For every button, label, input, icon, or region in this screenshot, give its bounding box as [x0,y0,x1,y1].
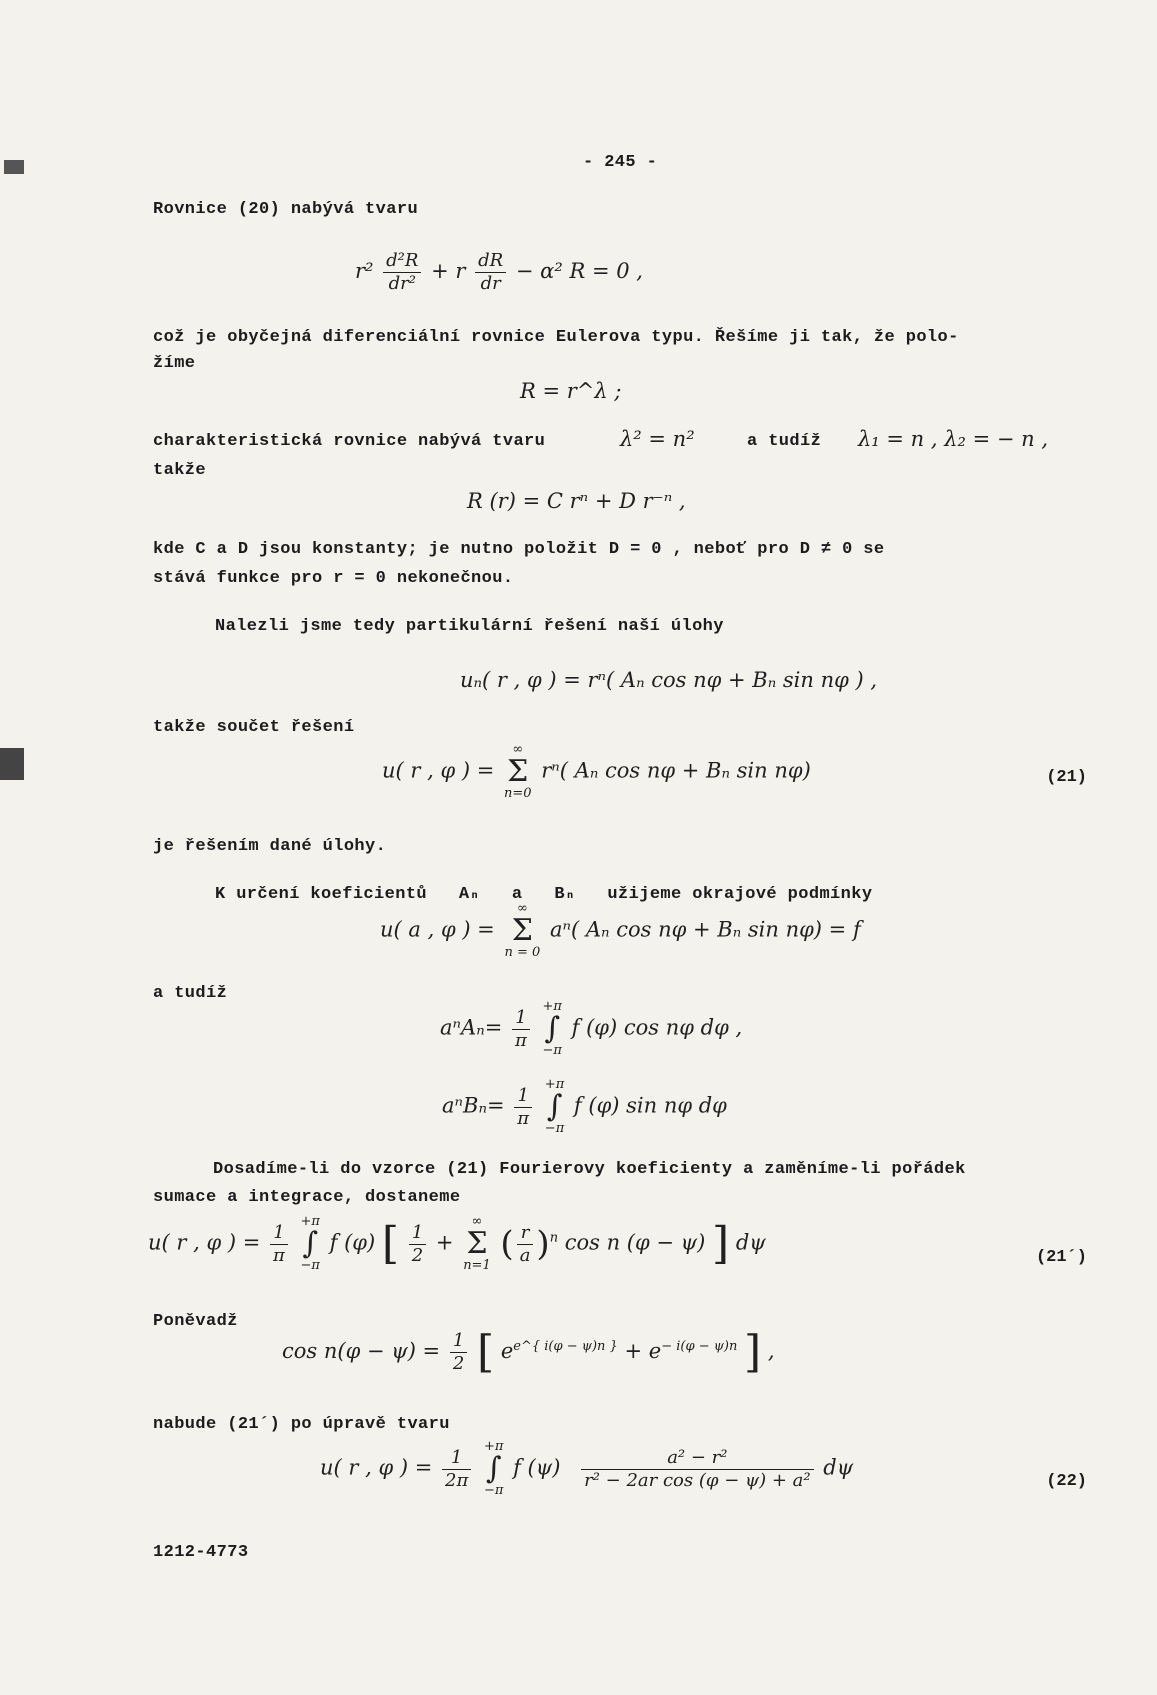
text-intro-20: Rovnice (20) nabývá tvaru [153,200,419,219]
text-const-line2: stává funkce pro r = 0 nekonečnou. [153,569,514,588]
text-char-left: charakteristická rovnice nabývá tvaru [153,432,546,451]
equation-A: aⁿAₙ= $\frac{1}{\pi}$ +π ∫ −π f (φ) cos nφ dφ , [440,999,743,1058]
equation-euler [355,250,643,295]
equation-22: u( r , φ ) = $\frac{1}{2\pi}$ +π ∫ −π f (ψ) $\frac{\text{a² − r²}}{\text{r² − 2ar cos (φ − ψ) + a²}}$ dψ [320,1439,854,1498]
text-const-line1: kde C a D jsou konstanty; je nutno položit D = 0 , neboť pro D ≠ 0 se [153,540,885,559]
equation-21: u( r , φ ) = ∞ Σ n=0 rⁿ( Aₙ cos nφ + Bₙ sin nφ) [382,742,811,801]
scan-mark-left-1 [4,160,24,174]
text-char-right: a tudíž [747,432,822,451]
text-nabude: nabude (21´) po úpravě tvaru [153,1415,450,1434]
eqbc-sum: ∞ Σ n = 0 [504,901,541,960]
equation-cos: cos n(φ − ψ) = $\frac{1}{2}$ [ $e^{e\^{}\{ i(\varphi - \psi)n \}} + e^{- i(\varphi - \psi)n}$ ] , [282,1326,775,1378]
text-takze-1: takže [153,461,207,480]
equation-substitution: R = r^λ ; [520,379,622,403]
page-number: - 245 - [583,153,658,172]
equation-lambda: λ₁ = n , λ₂ = − n , [858,427,1049,451]
footer-code: 1212-4773 [153,1543,249,1562]
text-dosad-line2: sumace a integrace, dostaneme [153,1188,461,1207]
text-coef: K určení koeficientů Aₙ a Bₙ užijeme okrajové podmínky [215,885,873,904]
eq-euler-r2: r² [355,259,374,283]
equation-R: R (r) = C rⁿ + D r⁻ⁿ , [467,489,686,513]
equation-21-prime-tag: (21´) [1035,1248,1087,1267]
eq21-sum: ∞ Σ n=0 [504,742,532,801]
eq-euler-frac1: $\frac{\text{d²R}}{\text{dr²}}$ [383,250,421,295]
equation-21-tag: (21) [1046,768,1087,787]
equation-bc: u( a , φ ) = ∞ Σ n = 0 aⁿ( Aₙ cos nφ + Bₙ sin nφ) = f [380,901,861,960]
equation-un: uₙ( r , φ ) = rⁿ( Aₙ cos nφ + Bₙ sin nφ ) , [460,668,878,692]
text-je-reseni: je řešením dané úlohy. [153,837,387,856]
equation-B: aⁿBₙ= $\frac{1}{\pi}$ +π ∫ −π f (φ) sin nφ dφ [442,1077,727,1136]
text-a-tudiz: a tudíž [153,984,228,1003]
text-dosad-line1: Dosadíme-li do vzorce (21) Fourierovy koeficienty a zaměníme-li pořádek [213,1160,966,1179]
text-ponevadz: Poněvadž [153,1312,238,1331]
eq-euler-rest: − α² R = 0 , [515,259,643,283]
equation-22-tag: (22) [1046,1472,1087,1491]
text-partic: Nalezli jsme tedy partikulární řešení naší úlohy [215,617,724,636]
text-soucet: takže součet řešení [153,718,355,737]
equation-char: λ² = n² [620,427,695,451]
text-euler-line2: žíme [153,354,196,373]
text-euler-line1: což je obyčejná diferenciální rovnice Eulerova typu. Řešíme ji tak, že polo- [153,328,959,347]
equation-21-prime: u( r , φ ) = $\frac{1}{\pi}$ +π ∫ −π f (φ) [ $\frac{1}{2}$ + ∞ Σ n=1 ( $\frac{r}{a}$ )$^n$ cos n (φ − ψ) ] dψ [148,1214,766,1273]
eq-euler-plus-r: + r [431,259,466,283]
eq-euler-frac2: $\frac{dR}{dr}$ [475,250,506,295]
scan-mark-left-2 [0,748,24,780]
